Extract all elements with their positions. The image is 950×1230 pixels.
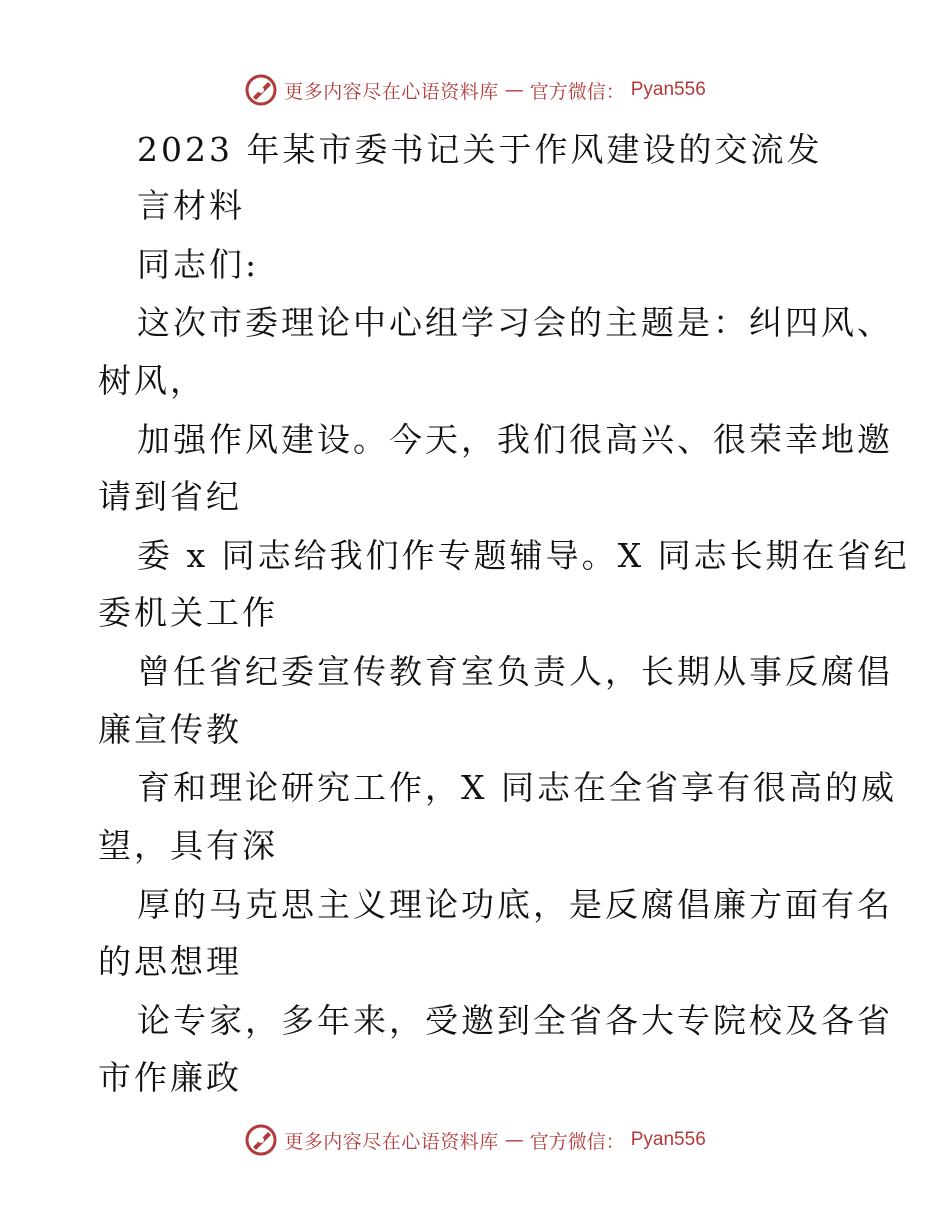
header-watermark (0, 70, 950, 110)
paragraph-line: 市作廉政 (98, 1058, 242, 1097)
paragraph-line: 望，具有深 (98, 826, 278, 865)
paragraph-line: 加强作风建设。今天，我们很高兴、很荣幸地邀 (137, 420, 893, 459)
pen-logo-icon (244, 73, 278, 107)
footer-watermark (0, 1120, 950, 1160)
paragraph-line: 廉宣传教 (98, 710, 242, 749)
title-line-1: 2023 年某市委书记关于作风建设的交流发 (137, 130, 823, 169)
paragraph-line: 这次市委理论中心组学习会的主题是：纠四风、 (137, 303, 893, 342)
watermark-wechat-id: Pyan556 (630, 1129, 706, 1150)
watermark-text: 更多内容尽在心语资料库 (284, 80, 499, 103)
paragraph-line: 委机关工作 (98, 593, 278, 632)
paragraph-line: 厚的马克思主义理论功底，是反腐倡廉方面有名 (137, 885, 893, 924)
paragraph-line: 的思想理 (98, 942, 242, 981)
paragraph-line: 委 x 同志给我们作专题辅导。X 同志长期在省纪 (137, 536, 910, 575)
title-line-2: 言材料 (137, 186, 245, 225)
paragraph-line: 论专家，多年来，受邀到全省各大专院校及各省 (137, 1001, 893, 1040)
watermark-wechat-id: Pyan556 (630, 79, 706, 100)
paragraph-line: 请到省纪 (98, 477, 242, 516)
watermark-label: 官方微信： (529, 80, 625, 103)
watermark-text: 更多内容尽在心语资料库 (284, 1130, 499, 1153)
paragraph-line: 树风， (98, 361, 206, 400)
paragraph-line: 曾任省纪委宣传教育室负责人，长期从事反腐倡 (137, 652, 893, 691)
pen-logo-icon (244, 1123, 278, 1157)
watermark-label: 官方微信： (529, 1130, 625, 1153)
paragraph-line: 育和理论研究工作，X 同志在全省享有很高的威 (137, 768, 897, 807)
watermark-separator: — (504, 79, 524, 101)
watermark-separator: — (504, 1129, 524, 1151)
salutation: 同志们: (137, 245, 260, 284)
